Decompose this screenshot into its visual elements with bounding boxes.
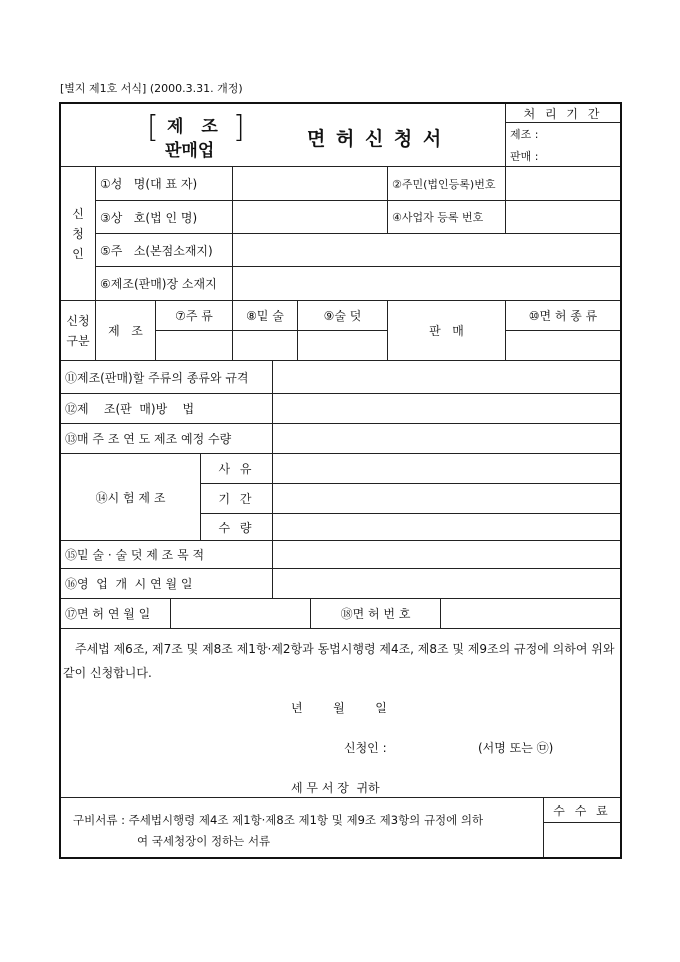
declaration-date: 년 월 일 [291,701,387,715]
category-liquor-field[interactable] [155,330,233,361]
category-mash-field[interactable] [297,330,388,361]
row18-field[interactable] [440,598,621,629]
category-mash-label: ⑨술 덧 [297,300,388,331]
row11-label: ⑪제조(판매)할 주류의 종류와 규격 [60,360,273,394]
signature-or-seal: (서명 또는 ㉤) [478,741,554,755]
required-documents-cell [60,797,544,859]
business-no-label: ④사업자 등록 번호 [387,200,506,234]
header-title-cell [60,103,506,167]
form-note: [별지 제1호 서식] (2000.3.31. 개정) [60,82,243,95]
row14-quantity-label: 수 량 [200,513,273,541]
category-manufacture-label: 제 조 [95,300,156,361]
factory-field[interactable] [232,266,621,301]
bracket-bottom-text: 판매업 [165,141,215,161]
resident-no-field[interactable] [505,166,621,201]
row16-field[interactable] [272,568,621,599]
form-title: 면 허 신 청 서 [307,128,444,150]
row14-period-label: 기 간 [200,483,273,514]
address-field[interactable] [232,233,621,267]
row14-reason-label: 사 유 [200,453,273,484]
resident-no-label: ②주민(법인등록)번호 [387,166,506,201]
required-documents-text-cont: 여 국세청장이 정하는 서류 [137,834,271,848]
processing-period-cell [505,122,621,167]
row13-label: ⑬매 주 조 연 도 제조 예정 수량 [60,423,273,454]
processing-period-label: 처 리 기 간 [505,103,621,123]
category-yeast-field[interactable] [232,330,298,361]
addressee: 세 무 서 장 귀하 [291,781,380,795]
license-type-label: ⑩면 허 종 류 [505,300,621,331]
category-sale-label: 판 매 [387,300,506,361]
applicant-signature-label: 신청인 : [344,741,387,755]
applicant-group-label: 신 청 인 [60,166,96,301]
category-group-label: 신청구분 [60,300,96,361]
company-field[interactable] [232,200,388,234]
category-yeast-label: ⑧밑 술 [232,300,298,331]
bracket-right: ] [233,110,245,145]
business-no-field[interactable] [505,200,621,234]
row16-label: ⑯영 업 개 시 연 월 일 [60,568,273,599]
row18-label: ⑱면 허 번 호 [310,598,441,629]
address-label: ⑤주 소(본점소재지) [95,233,233,267]
bracket-top-text: 제 조 [167,117,224,137]
row14-reason-field[interactable] [272,453,621,484]
required-documents-text: 구비서류 : 주세법시행령 제4조 제1항·제8조 제1항 및 제9조 제3항의 규정에 의하 [73,813,484,827]
declaration-text: 주세법 제6조, 제7조 및 제8조 제1항·제2항과 동법시행령 제4조, 제8조 및 제9조의 규정에 의하여 위와 같이 신청합니다. [63,642,615,680]
row17-field[interactable] [170,598,311,629]
row15-field[interactable] [272,540,621,569]
company-label: ③상 호(법 인 명) [95,200,233,234]
processing-sale: 판매 : [510,149,539,163]
name-label: ①성 명(대 표 자) [95,166,233,201]
factory-label: ⑥제조(판매)장 소재지 [95,266,233,301]
row12-label: ⑫제 조(판 매)방 법 [60,393,273,424]
row13-field[interactable] [272,423,621,454]
row15-label: ⑮밑 술 · 술 덧 제 조 목 적 [60,540,273,569]
processing-manufacture: 제조 : [510,127,539,141]
category-liquor-label: ⑦주 류 [155,300,233,331]
row17-label: ⑰면 허 연 월 일 [60,598,171,629]
fee-field[interactable] [543,822,621,859]
fee-label: 수 수 료 [543,797,621,823]
row14-quantity-field[interactable] [272,513,621,541]
name-field[interactable] [232,166,388,201]
row12-field[interactable] [272,393,621,424]
row11-field[interactable] [272,360,621,394]
row14-label: ⑭시 험 제 조 [60,453,201,541]
row14-period-field[interactable] [272,483,621,514]
declaration-section [60,628,621,798]
bracket-left: [ [147,110,159,145]
license-type-field[interactable] [505,330,621,361]
